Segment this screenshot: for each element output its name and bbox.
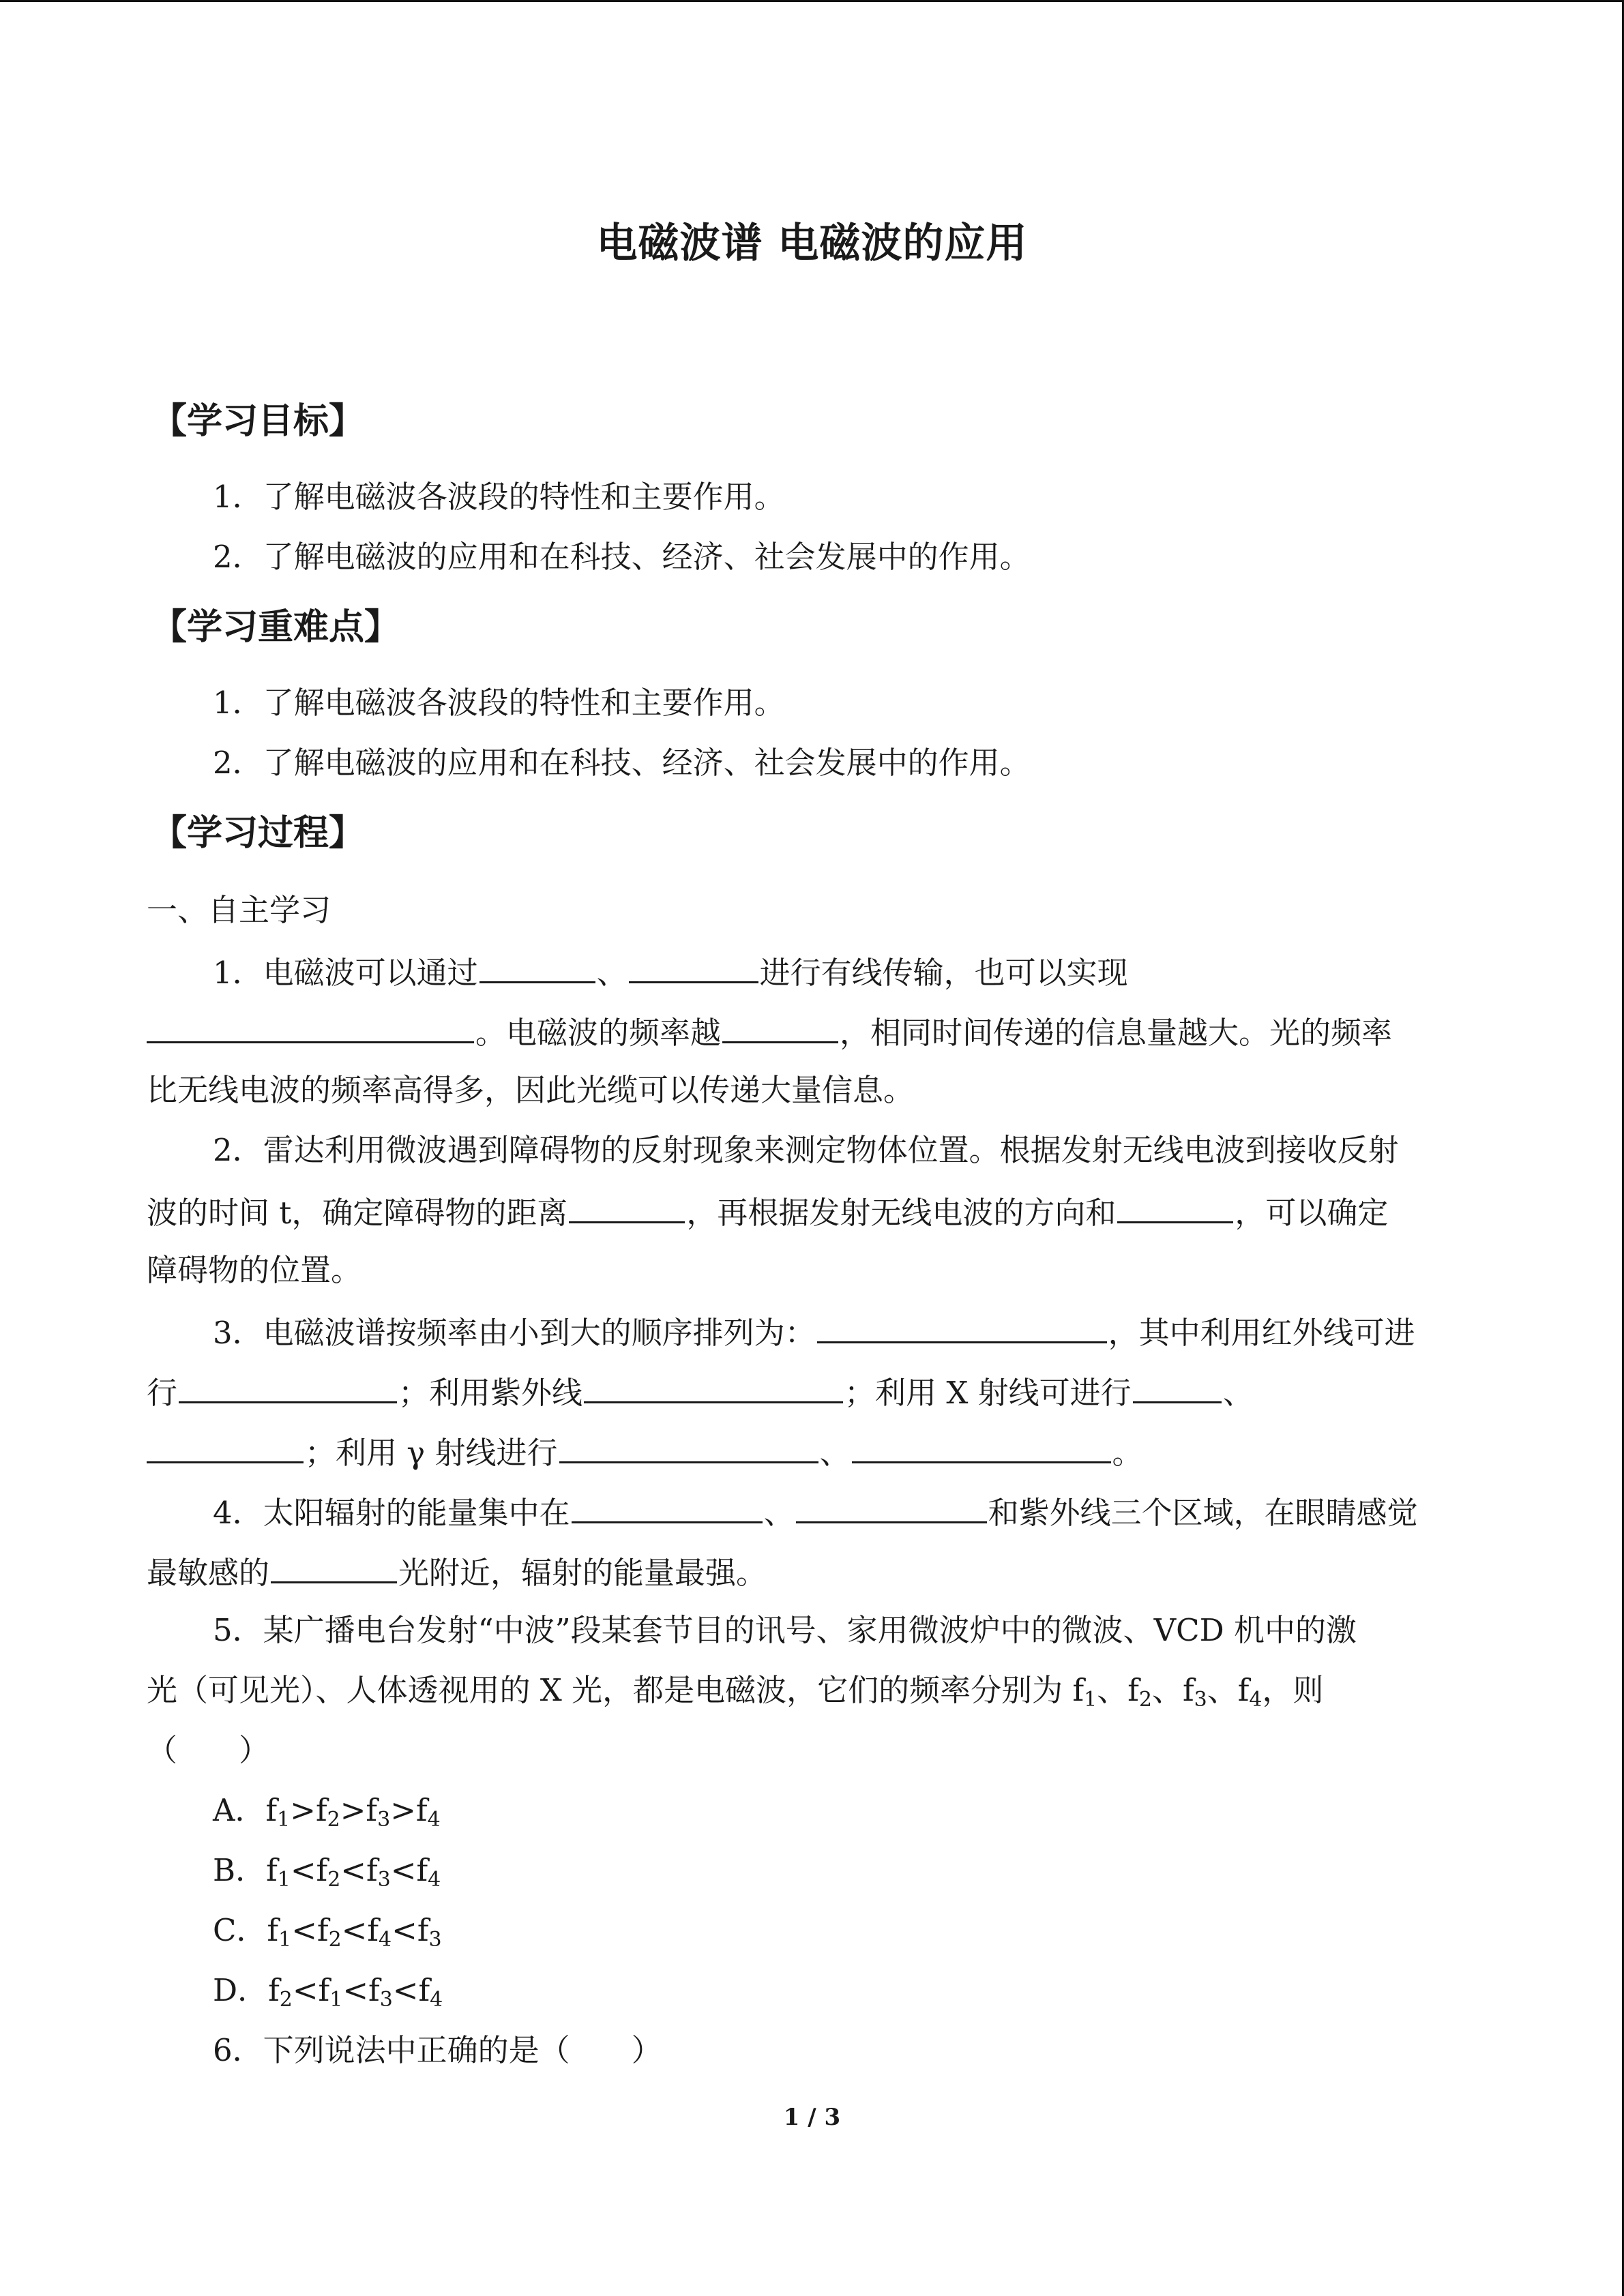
subscript: 2 <box>1138 1688 1152 1712</box>
subscript: 4 <box>379 1928 392 1952</box>
question-text: 光附近，辐射的能量最强。 <box>398 1555 767 1591</box>
question-text: 进行有线传输，也可以实现 <box>759 955 1128 991</box>
question-text: 1．电磁波可以通过 <box>213 955 478 991</box>
answer-blank[interactable] <box>271 1550 397 1583</box>
option-text: f <box>268 1972 280 2008</box>
option-text: <f <box>392 1972 430 2008</box>
subscript: 1 <box>278 1928 292 1952</box>
subscript: 1 <box>329 1988 343 2012</box>
section-heading-goals: 【学习目标】 <box>151 401 365 442</box>
subscript: 4 <box>430 1988 443 2012</box>
question-text: 、 <box>763 1495 795 1531</box>
question-5-line-2 <box>147 1670 1477 1711</box>
subscript: 3 <box>377 1808 391 1832</box>
question-6: 6．下列说法中正确的是（ ） <box>213 2032 662 2068</box>
option-text: <f <box>291 1912 329 1948</box>
answer-blank[interactable] <box>796 1490 987 1523</box>
question-text: ；利用 γ 射线进行 <box>305 1435 558 1471</box>
page-title: 电磁波谱 电磁波的应用 <box>596 220 1028 267</box>
option-text: <f <box>340 1852 378 1888</box>
question-text: 、f <box>1151 1672 1194 1708</box>
subscript: 4 <box>427 1808 441 1832</box>
subscript: 2 <box>327 1808 340 1832</box>
answer-blank[interactable] <box>479 950 595 983</box>
question-text: 、 <box>819 1435 851 1471</box>
subscript: 1 <box>277 1808 291 1832</box>
option-label: D． <box>213 1972 269 2008</box>
subscript: 2 <box>328 1928 342 1952</box>
answer-blank[interactable] <box>179 1370 397 1403</box>
option-label: B． <box>213 1852 267 1888</box>
answer-blank[interactable] <box>147 1430 304 1463</box>
part-heading: 一、自主学习 <box>147 892 331 928</box>
question-text: 。 <box>1112 1435 1143 1471</box>
answer-blank[interactable] <box>852 1430 1111 1463</box>
question-text: 、f <box>1097 1672 1139 1708</box>
question-text: ；利用 X 射线可进行 <box>844 1375 1132 1411</box>
subscript: 4 <box>428 1868 441 1892</box>
answer-blank[interactable] <box>569 1190 685 1223</box>
question-3-line-1 <box>213 1310 1543 1354</box>
question-1-line-1 <box>213 950 1543 994</box>
question-1-line-2 <box>147 1010 1477 1054</box>
question-2-line-2 <box>147 1190 1477 1234</box>
answer-blank[interactable] <box>817 1310 1107 1343</box>
question-text: ，可以确定 <box>1235 1195 1389 1231</box>
option-text: f <box>267 1912 279 1948</box>
difficulty-item: 2．了解电磁波的应用和在科技、经济、社会发展中的作用。 <box>213 745 1031 781</box>
answer-blank[interactable] <box>1117 1190 1233 1223</box>
answer-blank[interactable] <box>559 1430 818 1463</box>
question-text: 波的时间 t，确定障碍物的距离 <box>147 1195 568 1231</box>
option-text: f <box>265 1792 278 1828</box>
question-text: ，则 <box>1262 1672 1324 1708</box>
question-text: 光（可见光）、人体透视用的 X 光，都是电磁波，它们的频率分别为 f <box>147 1672 1084 1708</box>
question-2-line-3: 障碍物的位置。 <box>147 1252 362 1288</box>
answer-blank[interactable] <box>722 1010 838 1043</box>
difficulty-item: 1．了解电磁波各波段的特性和主要作用。 <box>213 685 785 721</box>
subscript: 4 <box>1249 1688 1263 1712</box>
question-1-line-3: 比无线电波的频率高得多，因此光缆可以传递大量信息。 <box>147 1072 915 1108</box>
subscript: 3 <box>379 1988 393 2012</box>
option-text: f <box>266 1852 278 1888</box>
subscript: 3 <box>1194 1688 1207 1712</box>
question-text: ，其中利用红外线可进 <box>1108 1315 1415 1351</box>
option-text: <f <box>342 1972 380 2008</box>
option-b[interactable] <box>213 1850 1543 1891</box>
option-text: <f <box>292 1972 330 2008</box>
option-text: <f <box>341 1912 379 1948</box>
question-text: 行 <box>147 1375 178 1411</box>
subscript: 1 <box>1084 1688 1097 1712</box>
page-number: 1 / 3 <box>783 2104 841 2131</box>
question-text: 最敏感的 <box>147 1555 270 1591</box>
question-3-line-3 <box>147 1430 1477 1474</box>
section-heading-process: 【学习过程】 <box>151 813 365 854</box>
subscript: 1 <box>277 1868 291 1892</box>
question-4-line-2 <box>147 1550 1477 1594</box>
answer-parentheses: （ ） <box>147 1732 270 1768</box>
question-text: 4．太阳辐射的能量集中在 <box>213 1495 570 1531</box>
option-label: A． <box>213 1792 266 1828</box>
question-text: 、 <box>596 955 628 991</box>
option-label: C． <box>213 1912 267 1948</box>
subscript: 2 <box>327 1868 341 1892</box>
question-text: ；利用紫外线 <box>398 1375 583 1411</box>
option-text: <f <box>390 1852 428 1888</box>
option-d[interactable] <box>213 1970 1543 2011</box>
question-text: 。电磁波的频率越 <box>475 1015 722 1051</box>
answer-blank[interactable] <box>572 1490 763 1523</box>
option-text: >f <box>340 1792 378 1828</box>
question-text: ，再根据发射无线电波的方向和 <box>686 1195 1117 1231</box>
option-text: >f <box>290 1792 327 1828</box>
question-text: ，相同时间传递的信息量越大。光的频率 <box>840 1015 1393 1051</box>
option-a[interactable] <box>213 1790 1543 1831</box>
subscript: 3 <box>377 1868 391 1892</box>
goal-item: 2．了解电磁波的应用和在科技、经济、社会发展中的作用。 <box>213 539 1031 575</box>
option-c[interactable] <box>213 1910 1543 1951</box>
question-4-line-1 <box>213 1490 1543 1534</box>
question-text: 、f <box>1207 1672 1250 1708</box>
question-text: 和紫外线三个区域，在眼睛感觉 <box>988 1495 1418 1531</box>
goal-item: 1．了解电磁波各波段的特性和主要作用。 <box>213 479 785 515</box>
question-3-line-2 <box>147 1370 1477 1414</box>
subscript: 2 <box>279 1988 293 2012</box>
answer-blank[interactable] <box>584 1370 843 1403</box>
subscript: 3 <box>428 1928 442 1952</box>
question-text: 、 <box>1222 1375 1254 1411</box>
question-5-line-1: 5．某广播电台发射“中波”段某套节目的讯号、家用微波炉中的微波、VCD 机中的激 <box>213 1612 1357 1648</box>
answer-blank[interactable] <box>147 1010 474 1043</box>
section-heading-difficulty: 【学习重难点】 <box>151 607 400 648</box>
answer-blank[interactable] <box>1133 1370 1222 1403</box>
question-2-line-1: 2．雷达利用微波遇到障碍物的反射现象来测定物体位置。根据发射无线电波到接收反射 <box>213 1132 1399 1168</box>
option-text: <f <box>290 1852 328 1888</box>
answer-blank[interactable] <box>629 950 758 983</box>
option-text: <f <box>392 1912 429 1948</box>
option-text: >f <box>390 1792 428 1828</box>
question-text: 3．电磁波谱按频率由小到大的顺序排列为： <box>213 1315 816 1351</box>
